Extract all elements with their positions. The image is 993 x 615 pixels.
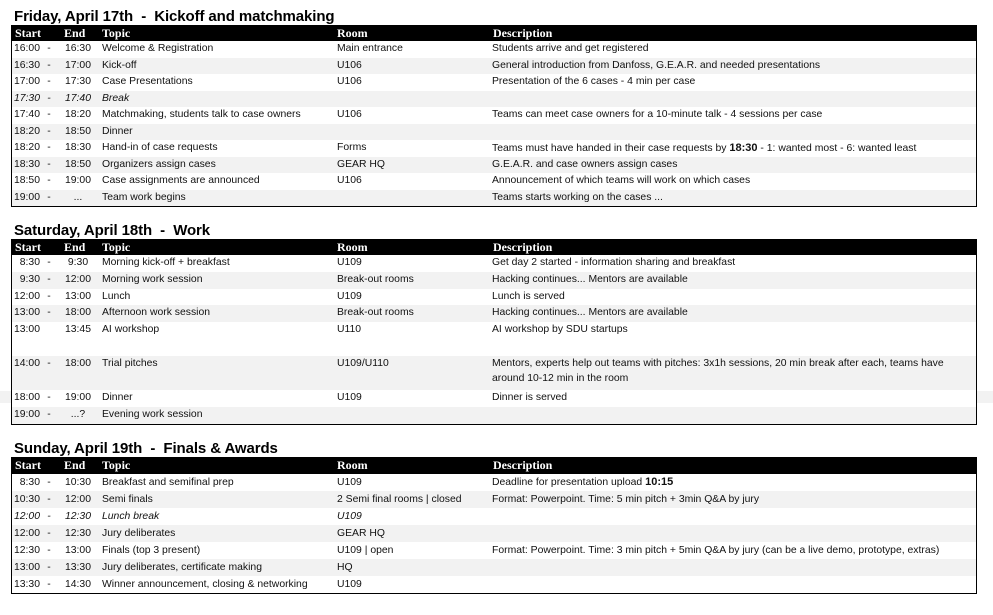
column-header-start: Start [15, 26, 41, 40]
topic-cell: Evening work session [102, 408, 203, 420]
topic-cell: Welcome & Registration [102, 43, 214, 54]
schedule-table [11, 457, 977, 594]
table-row [12, 190, 976, 207]
room-cell: U106 [337, 76, 362, 87]
room-cell: Forms [337, 142, 367, 153]
table-row [12, 407, 976, 424]
description-cell [492, 356, 964, 386]
start-time: 12:00 [13, 528, 40, 539]
description-cell [492, 474, 673, 491]
topic-cell: Hand-in of case requests [102, 142, 218, 153]
end-time: ...? [70, 408, 86, 420]
room-cell: GEAR HQ [337, 158, 385, 170]
time-separator: - [47, 477, 51, 488]
description-text: Presentation of the 6 cases - 4 min per case [492, 76, 696, 87]
description-text: Teams can meet case owners for a 10-minute talk - 4 sessions per case [492, 109, 823, 120]
topic-cell: Lunch break [102, 511, 160, 522]
time-separator: - [47, 408, 51, 420]
end-time: 12:30 [64, 528, 91, 539]
topic-cell: Dinner [102, 125, 133, 137]
end-time: 18:50 [64, 158, 91, 170]
day-section-saturday [11, 222, 977, 425]
description-text: Dinner is served [492, 392, 568, 404]
start-time: 13:00 [13, 307, 40, 319]
time-separator: - [47, 494, 51, 505]
column-header-end: End [64, 458, 86, 472]
topic-cell: Dinner [102, 392, 133, 404]
room-cell: U109 [337, 257, 362, 268]
table-row [12, 525, 976, 542]
description-text: - 1: wanted most - 6: wanted least [757, 143, 917, 154]
start-time: 12:00 [13, 511, 40, 522]
description-cell [492, 255, 735, 272]
day-title: Friday, April 17th - Kickoff and matchmaking [14, 8, 335, 25]
topic-cell: Trial pitches [102, 358, 158, 370]
room-cell: Break-out rooms [337, 307, 414, 319]
table-row [12, 124, 976, 141]
time-separator: - [47, 579, 51, 590]
room-cell: GEAR HQ [337, 528, 385, 539]
room-cell: U110 [337, 324, 362, 336]
room-cell: HQ [337, 562, 353, 573]
time-separator: - [47, 392, 51, 404]
time-separator: - [47, 545, 51, 556]
table-row [12, 255, 976, 272]
schedule-table [11, 239, 977, 425]
description-cell [492, 390, 567, 407]
end-time: 12:30 [64, 511, 91, 522]
end-time: 17:40 [64, 92, 91, 104]
start-time: 18:20 [13, 125, 40, 137]
description-text: AI workshop by SDU startups [492, 324, 628, 336]
start-time: 17:40 [13, 109, 40, 120]
time-separator: - [47, 158, 51, 170]
time-separator: - [47, 307, 51, 319]
description-text: G.E.A.R. and case owners assign cases [492, 158, 678, 170]
description-cell [492, 491, 759, 508]
table-row [12, 356, 976, 390]
description-cell [492, 140, 916, 158]
start-time: 12:30 [13, 545, 40, 556]
end-time: 9:30 [67, 257, 89, 268]
start-time: 19:00 [13, 408, 40, 420]
table-row [12, 559, 976, 576]
time-separator: - [47, 125, 51, 137]
room-cell: U109 [337, 511, 362, 522]
time-separator: - [47, 191, 51, 203]
schedule-table [11, 25, 977, 207]
topic-cell: Case Presentations [102, 76, 193, 87]
column-header-end: End [64, 240, 86, 254]
description-cell [492, 542, 939, 559]
description-cell [492, 190, 663, 207]
table-row [12, 576, 976, 593]
description-text: Format: Powerpoint. Time: 5 min pitch + 3min Q&A by jury [492, 494, 760, 505]
table-header-row [12, 457, 976, 474]
end-time: 18:30 [64, 142, 91, 153]
table-row [12, 491, 976, 508]
topic-cell: Semi finals [102, 494, 153, 505]
time-separator: - [47, 109, 51, 120]
time-separator: - [47, 358, 51, 370]
description-emphasis: 18:30 [729, 142, 758, 154]
column-header-topic: Topic [102, 458, 131, 472]
time-separator: - [47, 528, 51, 539]
time-separator: - [47, 511, 51, 522]
topic-cell: Winner announcement, closing & networking [102, 579, 308, 590]
end-time: 13:00 [64, 290, 91, 302]
room-cell: Main entrance [337, 43, 403, 54]
start-time: 14:00 [13, 358, 40, 370]
end-time: 12:00 [64, 273, 91, 285]
room-cell: U109 [337, 392, 362, 404]
end-time: 19:00 [64, 392, 91, 404]
end-time: 18:20 [64, 109, 91, 120]
start-time: 19:00 [13, 191, 40, 203]
start-time: 18:50 [13, 175, 40, 186]
day-section-sunday [11, 440, 977, 594]
description-emphasis: 10:15 [645, 476, 674, 488]
description-cell [492, 74, 695, 91]
column-header-room: Room [337, 26, 368, 40]
column-header-start: Start [15, 240, 41, 254]
topic-cell: Team work begins [102, 191, 186, 203]
table-row [12, 542, 976, 559]
column-header-description: Description [493, 240, 553, 254]
description-text: Hacking continues... Mentors are available [492, 273, 688, 285]
end-time: ... [73, 191, 83, 203]
end-time: 17:00 [64, 59, 91, 71]
room-cell: U109 | open [337, 545, 394, 556]
start-time: 17:30 [13, 92, 40, 104]
room-cell: U109/U110 [337, 358, 389, 370]
break-row [12, 91, 976, 108]
time-separator: - [47, 59, 51, 71]
column-header-end: End [64, 26, 86, 40]
table-row [12, 157, 976, 174]
end-time: 18:00 [64, 307, 91, 319]
time-separator: - [47, 562, 51, 573]
description-text: Lunch is served [492, 290, 565, 302]
day-section-friday [11, 8, 977, 207]
column-header-description: Description [493, 26, 553, 40]
start-time: 12:00 [13, 290, 40, 302]
end-time: 14:30 [64, 579, 91, 590]
time-separator: - [47, 257, 51, 268]
topic-cell: AI workshop [102, 324, 160, 336]
description-cell [492, 305, 688, 322]
time-separator: - [47, 142, 51, 153]
end-time: 17:30 [64, 76, 91, 87]
description-text: Students arrive and get registered [492, 43, 649, 54]
time-separator: - [47, 290, 51, 302]
time-separator: - [47, 273, 51, 285]
topic-cell: Breakfast and semifinal prep [102, 477, 234, 488]
table-row [12, 289, 976, 306]
description-text: Format: Powerpoint. Time: 3 min pitch + 5min Q&A by jury (can be a live demo, prototype, extras) [492, 545, 940, 556]
description-text: Get day 2 started - information sharing and breakfast [492, 257, 736, 268]
end-time: 16:30 [64, 43, 91, 54]
end-time: 13:00 [64, 545, 91, 556]
description-cell [492, 107, 822, 124]
table-row [12, 390, 976, 407]
table-header-row [12, 25, 976, 41]
room-cell: U109 [337, 477, 362, 488]
end-time: 19:00 [64, 175, 91, 186]
topic-cell: Kick-off [102, 59, 137, 71]
table-row [12, 305, 976, 322]
table-row [12, 474, 976, 491]
start-time: 8:30 [19, 257, 40, 268]
description-cell [492, 58, 820, 75]
day-title: Sunday, April 19th - Finals & Awards [14, 440, 278, 457]
table-row [12, 107, 976, 124]
room-cell: U106 [337, 109, 362, 120]
topic-cell: Finals (top 3 present) [102, 545, 201, 556]
start-time: 17:00 [13, 76, 40, 87]
topic-cell: Break [102, 92, 130, 104]
description-text: Teams must have handed in their case requests by [492, 143, 730, 154]
column-header-room: Room [337, 240, 368, 254]
start-time: 13:00 [13, 324, 40, 336]
description-text: Hacking continues... Mentors are available [492, 307, 688, 319]
column-header-room: Room [337, 458, 368, 472]
description-text: General introduction from Danfoss, G.E.A.R. and needed presentations [492, 59, 821, 71]
time-separator: - [47, 92, 51, 104]
start-time: 13:00 [13, 562, 40, 573]
column-header-description: Description [493, 458, 553, 472]
column-header-topic: Topic [102, 240, 131, 254]
description-text: Deadline for presentation upload [492, 477, 646, 488]
end-time: 10:30 [64, 477, 91, 488]
topic-cell: Organizers assign cases [102, 158, 216, 170]
topic-cell: Jury deliberates, certificate making [102, 562, 262, 573]
description-cell [492, 173, 750, 190]
end-time: 18:50 [64, 125, 91, 137]
column-header-start: Start [15, 458, 41, 472]
topic-cell: Afternoon work session [102, 307, 211, 319]
break-row [12, 508, 976, 525]
description-cell [492, 157, 677, 174]
description-text: Announcement of which teams will work on which cases [492, 175, 751, 186]
topic-cell: Morning kick-off + breakfast [102, 257, 230, 268]
table-row [12, 173, 976, 190]
table-row [12, 272, 976, 289]
table-row [12, 41, 976, 58]
time-separator: - [47, 175, 51, 186]
room-cell: U109 [337, 290, 362, 302]
start-time: 8:30 [19, 477, 40, 488]
end-time: 13:45 [64, 324, 91, 336]
topic-cell: Lunch [102, 290, 131, 302]
start-time: 16:00 [13, 43, 40, 54]
topic-cell: Morning work session [102, 273, 203, 285]
topic-cell: Jury deliberates [102, 528, 176, 539]
description-cell [492, 41, 649, 58]
room-cell: 2 Semi final rooms | closed [337, 494, 462, 505]
room-cell: Break-out rooms [337, 273, 414, 285]
start-time: 18:30 [13, 158, 40, 170]
start-time: 18:20 [13, 142, 40, 153]
start-time: 18:00 [13, 392, 40, 404]
topic-cell: Matchmaking, students talk to case owners [102, 109, 301, 120]
start-time: 9:30 [19, 273, 40, 285]
table-row [12, 322, 976, 356]
room-cell: U106 [337, 59, 362, 71]
table-row [12, 58, 976, 75]
table-row [12, 74, 976, 91]
start-time: 16:30 [13, 59, 40, 71]
time-separator: - [47, 76, 51, 87]
description-cell [492, 289, 565, 306]
description-cell [492, 322, 628, 339]
description-cell [492, 272, 688, 289]
start-time: 10:30 [13, 494, 40, 505]
end-time: 18:00 [64, 358, 91, 370]
description-text: Mentors, experts help out teams with pitches: 3x1h sessions, 20 min break after each, teams have around 10-12 min in the room [492, 358, 944, 384]
end-time: 12:00 [64, 494, 91, 505]
room-cell: U106 [337, 175, 362, 186]
column-header-topic: Topic [102, 26, 131, 40]
start-time: 13:30 [13, 579, 40, 590]
table-header-row [12, 239, 976, 255]
end-time: 13:30 [64, 562, 91, 573]
day-title: Saturday, April 18th - Work [14, 222, 211, 239]
description-text: Teams starts working on the cases ... [492, 191, 663, 203]
room-cell: U109 [337, 579, 362, 590]
topic-cell: Case assignments are announced [102, 175, 260, 186]
time-separator: - [47, 43, 51, 54]
table-row [12, 140, 976, 157]
